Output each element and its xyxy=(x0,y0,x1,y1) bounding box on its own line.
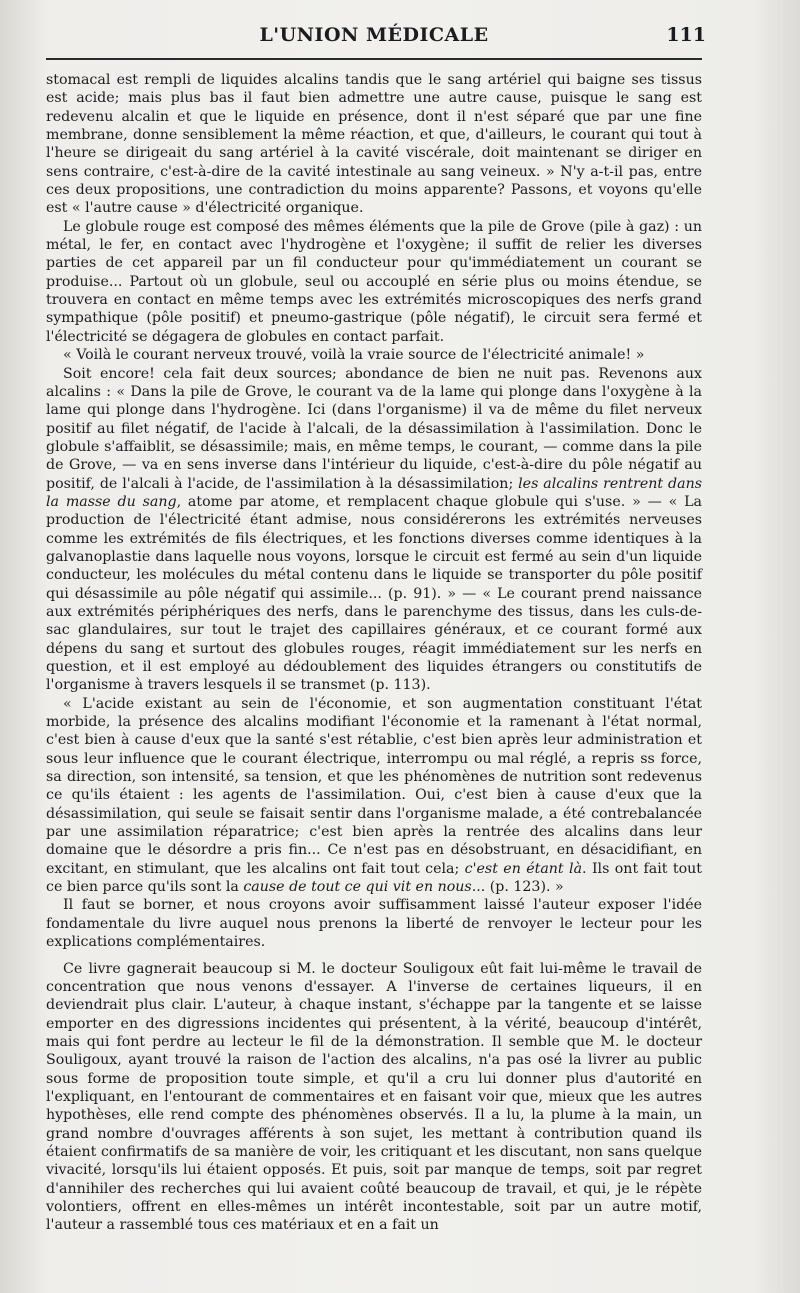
article-body xyxy=(46,71,702,1235)
text-run: . Ils ont fait tout ce bien parce qu'ils sont la xyxy=(46,860,702,896)
paragraph xyxy=(46,896,702,951)
text-run: stomacal est rempli de liquides alcalins tandis que le sang artériel qui baigne ses tissus est acide; mais plus bas il faut bien admettre une autre cause, puisque le sang est redevenu alcalin et que le liquide en présence, dont il n'est séparé que par une fine membrane, donne sensiblement la même réaction, et que, d'ailleurs, le courant qui tout à l'heure se dirigeait du sang artériel à la cavité viscérale, doit maintenant se diriger en sens contraire, c'est-à-dire de la cavité intestinale au sang veineux. » N'y a-t-il pas, entre ces deux propositions, une contradiction du moins apparente? Passons, et voyons qu'elle est « l'autre cause » d'électricité organique. xyxy=(46,72,702,217)
paragraph xyxy=(46,71,702,218)
text-run: ... (p. 123). » xyxy=(471,879,564,896)
page-number: 111 xyxy=(666,24,706,46)
text-run: Il faut se borner, et nous croyons avoir suffisamment laissé l'auteur exposer l'idée fondamentale du livre auquel nous prenons la liberté de renvoyer le lecteur pour les explications complémentaires. xyxy=(46,897,702,951)
italic-text: cause de tout ce qui vit en nous xyxy=(243,879,472,896)
paragraph xyxy=(46,365,702,695)
text-run: Soit encore! cela fait deux sources; abondance de bien ne nuit pas. Revenons aux alcalins : « Dans la pile de Grove, le courant va de la lame qui plonge dans l'oxygène à la lame qui plonge dans l'hydrogène. Ici (dans l'organisme) il va de même du filet nerveux positif au filet négatif, de l'acide à l'alcali, de la désassimilation à l'assimilation. Donc le globule s'affaiblit, se désassimile; mais, en même temps, le courant, — comme dans la pile de Grove, — va en sens inverse dans l'intérieur du liquide, c'est-à-dire du pôle négatif au positif, de l'alcali à l'acide, de l'assimilation à la désassimilation; xyxy=(46,365,702,492)
paragraph xyxy=(46,218,702,346)
text-run: Le globule rouge est composé des mêmes éléments que la pile de Grove (pile à gaz) : un métal, le fer, en contact avec l'hydrogène et l'oxygène; il suffit de relier les diverses parties de cet appareil par un fil conducteur pour qu'immédiatement un courant se produise... Partout où un globule, seul ou accouplé en série plus ou moins étendue, se trouvera en contact en même temps avec les extrémités microscopiques des nerfs grand sympathique (pôle positif) et pneumo-gastrique (pôle négatif), le circuit sera fermé et l'électricité se dégagera de globules en contact parfait. xyxy=(46,218,702,345)
text-run: , atome par atome, et remplacent chaque globule qui s'use. » — « La production de l'électricité étant admise, nous considérerons les extrémités nerveuses comme les extrémités de fils électriques, et les fonctions diverses comme identiques à la galvanoplastie dans laquelle nous voyons, lorsque le circuit est fermé au sein d'un liquide conducteur, les molécules du métal contenu dans le liquide se transporter du pôle positif qui désassimile au pôle négatif qui assimile... (p. 91). » — « Le courant prend naissance aux extrémités périphériques des nerfs, dans le parenchyme des tissus, dans les culs-de-sac glandulaires, sur tout le trajet des capillaires généraux, et ce courant formé aux dépens du sang et surtout des globules rouges, réagit immédiatement sur les nerfs en question, et il est employé au dédoublement des liquides étrangers ou constitutifs de l'organisme à travers lesquels il se transmet (p. 113). xyxy=(46,493,703,694)
text-run: Ce livre gagnerait beaucoup si M. le docteur Souligoux eût fait lui-même le travail de concentration que nous venons d'essayer. A l'inverse de certaines liqueurs, il en deviendrait plus clair. L'auteur, à chaque instant, s'échappe par la tangente et se laisse emporter en des digressions incidentes qui présentent, à la vérité, beaucoup d'intérêt, mais qui font perdre au lecteur le fil de la démonstration. Il semble que M. le docteur Souligoux, ayant trouvé la raison de l'action des alcalins, n'a pas osé la livrer au public sous forme de proposition toute simple, et qu'il a cru lui donner plus d'autorité en l'expliquant, en l'entourant de commentaires et en faisant voir que, mieux que les autres hypothèses, elle rend compte des phénomènes observés. Il a lu, la plume à la main, un grand nombre d'ouvrages afférents à son sujet, les mettant à contribution quand ils étaient confirmatifs de sa manière de voir, les critiquant et les discutant, non sans quelque vivacité, lorsqu'ils lui étaient opposés. Et puis, soit par manque de temps, soit par regret d'annihiler des recherches qui lui avaient coûté beaucoup de travail, et qui, je le répète volontiers, offrent en elles-mêmes un intérêt incontestable, soit par un autre motif, l'auteur a rassemblé tous ces matériaux et en a fait un xyxy=(46,960,702,1234)
text-run: « L'acide existant au sein de l'économie, et son augmentation constituant l'état morbide, la présence des alcalins modifiant l'économie et la ramenant à l'état normal, c'est bien à cause d'eux que la santé s'est rétablie, c'est bien après leur administration et sous leur influence que le courant électrique, interrompu ou mal réglé, a repris ss force, sa direction, son intensité, sa tension, et que les phénomènes de nutrition sont redevenus ce qu'ils étaient : les agents de l'assimilation. Oui, c'est bien à cause d'eux que la désassimilation, qui seule se faisait sentir dans l'organisme malade, a été contrebalancée par une assimilation réparatrice; c'est bien après la rentrée des alcalins dans leur domaine que le désordre a pris fin... Ce n'est pas en désobstruant, en désacidifiant, en excitant, en stimulant, que les alcalins ont fait tout cela; xyxy=(46,695,702,877)
italic-text: c'est en étant là xyxy=(464,860,583,877)
italic-text: les alcalins rentrent dans la masse du sang xyxy=(46,475,702,510)
text-run: « Voilà le courant nerveux trouvé, voilà la vraie source de l'électricité animale! » xyxy=(63,347,645,364)
running-title: L'UNION MÉDICALE xyxy=(259,24,489,46)
paragraph xyxy=(46,960,702,1235)
paragraph xyxy=(46,346,702,364)
page-header xyxy=(46,24,706,60)
paragraph xyxy=(46,695,702,897)
